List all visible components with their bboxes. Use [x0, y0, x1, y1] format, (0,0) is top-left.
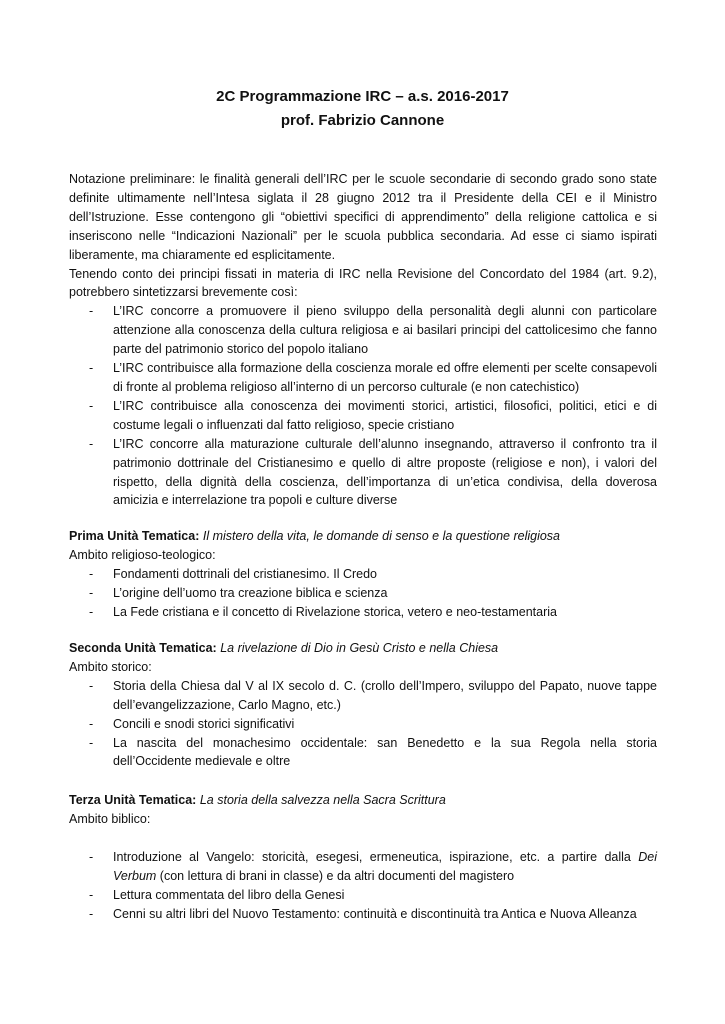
- unit3-label: Terza Unità Tematica:: [69, 793, 197, 807]
- item-text: Introduzione al Vangelo: storicità, esegesi, ermeneutica, ispirazione, etc. a partire dalla: [113, 849, 639, 864]
- unit2-title: La rivelazione di Dio in Gesù Cristo e nella Chiesa: [220, 641, 499, 655]
- unit3-ambito: Ambito biblico:: [69, 811, 151, 826]
- unit1-heading: [69, 527, 657, 546]
- list-item: - Cenni su altri libri del Nuovo Testamento: continuità e discontinuità tra Antica e Nuova Alleanza: [69, 905, 657, 924]
- unit1-title: Il mistero della vita, le domande di senso e la questione religiosa: [202, 529, 561, 543]
- item-text: (con lettura di brani in classe) e da altri documenti del magistero: [156, 868, 515, 883]
- list-item: - La nascita del monachesimo occidentale: san Benedetto e la sua Regola nella storia dell’Occidente medievale e oltre: [69, 734, 657, 772]
- unit2-label: Seconda Unità Tematica:: [69, 641, 217, 655]
- intro-section: [69, 170, 657, 510]
- list-item: - Concili e snodi storici significativi: [69, 715, 657, 734]
- list-item: - L’IRC contribuisce alla formazione della coscienza morale ed offre elementi per scelte consapevoli di fronte al problema religioso all’interno di un percorso culturale (e non catechistico): [69, 359, 657, 397]
- unit2-section: [69, 639, 657, 771]
- intro-paragraph-1: Notazione preliminare: le finalità generali dell’IRC per le scuole secondarie di secondo grado sono state definite ultimamente nell’Intesa siglata il 28 giugno 2012 tra il Presidente della CEI e il Ministro dell’Istruzione. Esse contengono gli “obiettivi specifici di apprendimento” della religione cattolica e si inseriscono nelle “Indicazioni Nazionali” per le scuola pubblica secondaria. Ad esse ci siamo ispirati liberamente, ma chiaramente ed esplicitamente.: [69, 172, 657, 262]
- unit3-list: [69, 848, 657, 924]
- list-item: [69, 848, 657, 886]
- list-item: - Fondamenti dottrinali del cristianesimo. Il Credo: [69, 565, 657, 584]
- list-item: - Lettura commentata del libro della Genesi: [69, 886, 657, 905]
- list-item: - L’IRC concorre alla maturazione culturale dell’alunno insegnando, attraverso il confronto tra il patrimonio dottrinale del Cristianesimo e quello di altre proposte (religiose e non), i valori del rispetto, della dignità della coscienza, dell’importanza di un’etica condivisa, della doverosa amicizia e interrelazione tra popoli e culture diverse: [69, 435, 657, 511]
- unit3-section: [69, 791, 657, 923]
- list-item: - La Fede cristiana e il concetto di Rivelazione storica, vetero e neo-testamentaria: [69, 603, 657, 622]
- unit2-list: [69, 677, 657, 772]
- unit2-heading: [69, 639, 657, 658]
- intro-paragraph-2: Tenendo conto dei principi fissati in materia di IRC nella Revisione del Concordato del 1984 (art. 9.2), potrebbero sintetizzarsi brevemente così:: [69, 266, 657, 300]
- intro-list: [69, 302, 657, 510]
- unit1-list: [69, 565, 657, 622]
- list-item: - Storia della Chiesa dal V al IX secolo d. C. (crollo dell’Impero, sviluppo del Papato, nuove tappe dell’evangelizzazione, Carlo Magno, etc.): [69, 677, 657, 715]
- unit1-ambito: Ambito religioso-teologico:: [69, 547, 216, 562]
- list-item: - L’origine dell’uomo tra creazione biblica e scienza: [69, 584, 657, 603]
- unit3-title: La storia della salvezza nella Sacra Scrittura: [199, 793, 446, 807]
- item-text-emphasis: Dei Verbum: [113, 849, 657, 883]
- spacer: [69, 829, 657, 848]
- document-title: 2C Programmazione IRC – a.s. 2016-2017: [216, 88, 509, 105]
- unit1-section: [69, 527, 657, 622]
- list-item: - L’IRC concorre a promuovere il pieno sviluppo della personalità degli alunni con particolare attenzione alla conoscenza della cultura religiosa e ai basilari principi del cattolicesimo che fanno parte del patrimonio storico del popolo italiano: [69, 302, 657, 359]
- document-author: prof. Fabrizio Cannone: [280, 112, 445, 129]
- unit3-heading: [69, 791, 657, 810]
- unit1-label: Prima Unità Tematica:: [69, 529, 200, 543]
- unit2-ambito: Ambito storico:: [69, 659, 152, 674]
- list-item: - L’IRC contribuisce alla conoscenza dei movimenti storici, artistici, filosofici, politici, etici e di costume legali o influenzati dal fatto religioso, specie cristiano: [69, 397, 657, 435]
